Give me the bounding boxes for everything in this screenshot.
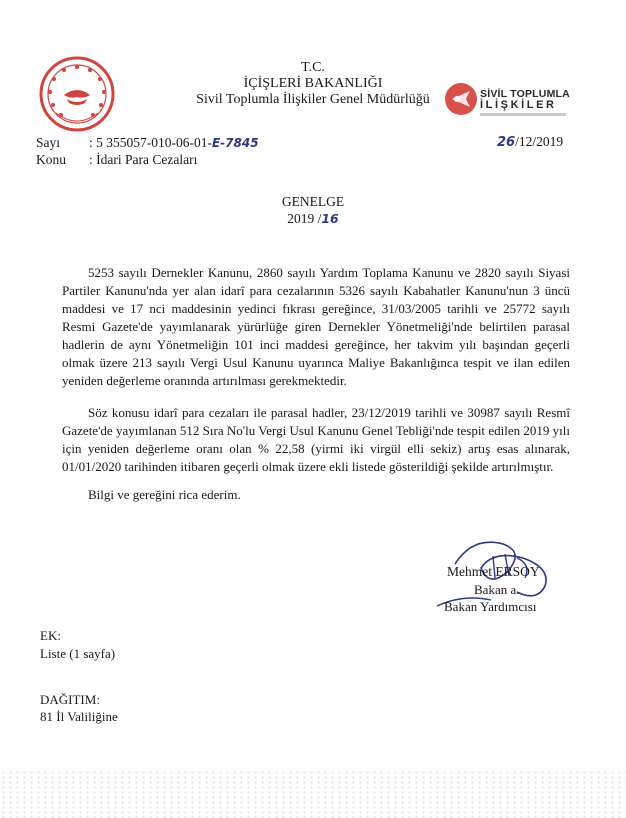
sayi-label: Sayı bbox=[36, 135, 61, 150]
document-date: 26/12/2019 bbox=[497, 134, 564, 150]
letterhead-ministry: İÇİŞLERİ BAKANLIĞI bbox=[243, 76, 383, 91]
sayi-handwritten: E-7845 bbox=[211, 136, 259, 150]
number-handwritten: 16 bbox=[321, 211, 339, 226]
logo-text-line2: İLİŞKİLER bbox=[480, 99, 557, 111]
konu-value: : İdari Para Cezaları bbox=[89, 152, 198, 167]
body-paragraph-2: Söz konusu idarî para cezaları ile parasal hadler, 23/12/2019 tarihli ve 30987 sayılı Resmî Gazete'de yayımlanan 512 Sıra No'lu Vergi Usul Kanunu Genel Tebliği'nde tespit edilen 2019 yılı için yeniden değerleme oranı olan % 22,58 (yirmi iki virgül elli sekiz) artış esas alınarak, 01/01/2020 tarihinden itibaren geçerli olmak üzere ekli listede gösterildiği şekilde artırılmıştır. bbox=[62, 405, 570, 474]
konu-label: Konu bbox=[36, 152, 66, 167]
logo-text-line1: SİVİL TOPLUMLA bbox=[480, 88, 570, 100]
signatory-title-2: Bakan Yardımcısı bbox=[444, 599, 537, 614]
ek-label: EK: bbox=[40, 628, 61, 643]
document-type: GENELGE bbox=[281, 194, 345, 209]
sayi-value: : 5 355057-010-06-01-E-7845 bbox=[89, 135, 259, 150]
ek-value: Liste (1 sayfa) bbox=[40, 646, 116, 661]
letterhead-tc: T.C. bbox=[301, 60, 325, 75]
document-number: 2019 /16 bbox=[287, 211, 339, 226]
civil-society-logo-icon bbox=[444, 80, 478, 118]
dagitim-label: DAĞITIM: bbox=[40, 692, 100, 707]
logo-divider bbox=[480, 113, 566, 116]
body-paragraph-3: Bilgi ve gereğini rica ederim. bbox=[88, 487, 241, 502]
date-handwritten: 26 bbox=[497, 135, 516, 150]
letterhead-directorate: Sivil Toplumla İlişkiler Genel Müdürlüğü bbox=[196, 92, 430, 107]
signatory-name: Mehmet ERSOY bbox=[447, 564, 540, 579]
body-paragraph-1: 5253 sayılı Dernekler Kanunu, 2860 sayılı Yardım Toplama Kanunu ve 2820 sayılı Siyasi Partiler Kanunu'nda yer alan idarî para cezalarının 5326 sayılı Kabahatler Kanunu'nun 3 üncü maddesi ve 17 nci maddesinin yedinci fıkrası gereğince, 31/03/2005 tarihli ve 25772 sayılı Resmi Gazete'de yayımlanarak yürürlüğe giren Dernekler Yönetmeliği'nde belirtilen parasal hadlerin de aynı Yönetmeliğin 101 inci maddesi gereğince, her takvim yılı başından geçerli olmak üzere 213 sayılı Vergi Usul Kanunu uyarınca Maliye Bakanlığınca tespit ve ilan edilen yeniden değerleme oranında artırılması gerekmektedir. bbox=[62, 265, 570, 388]
signatory-title-1: Bakan a. bbox=[474, 582, 520, 597]
scan-noise bbox=[0, 770, 626, 818]
dagitim-value: 81 İl Valiliğine bbox=[40, 709, 118, 724]
